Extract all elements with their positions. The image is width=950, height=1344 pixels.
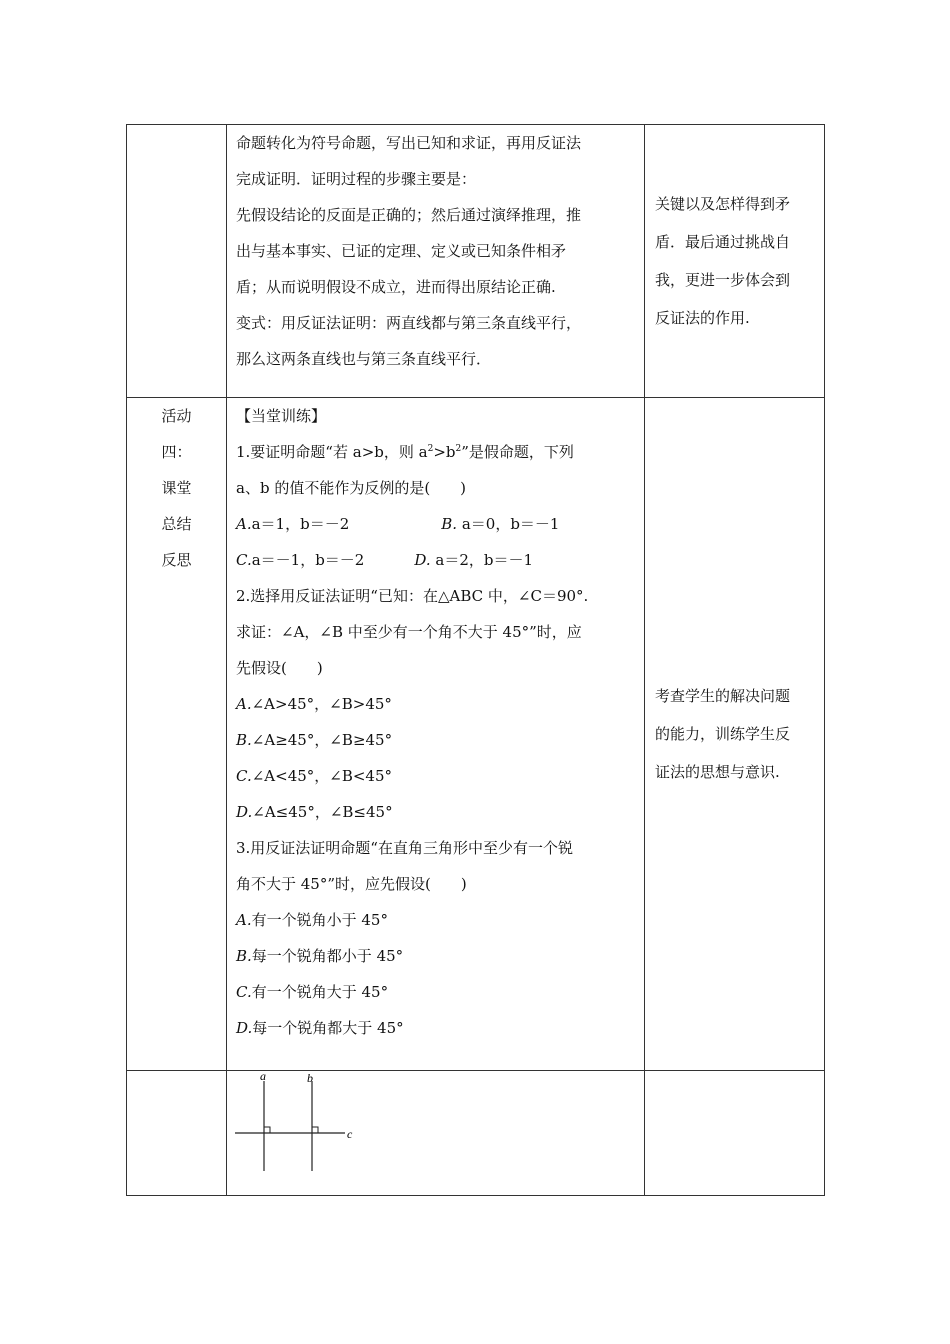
purpose-line: 盾．最后通过挑战自 <box>655 233 791 251</box>
option-letter: B. <box>236 731 252 749</box>
q1-text-b: >b <box>433 443 456 461</box>
practice-purpose-cell <box>645 398 825 1071</box>
figure-cell <box>227 1071 645 1196</box>
q1-text-c: ”是假命题，下列 <box>461 443 574 461</box>
text-line: 那么这两条直线也与第三条直线平行． <box>236 350 492 368</box>
activity-label-line: 课堂 <box>161 479 192 497</box>
option-letter: D. <box>414 551 431 569</box>
q1-options-ab <box>236 506 636 542</box>
option-text: a＝1，b＝－2 <box>251 515 350 533</box>
option-text: ∠A≤45°，∠B≤45° <box>252 803 393 821</box>
option-letter: C. <box>236 551 252 569</box>
row3-right-cell <box>645 1071 825 1196</box>
option-text: 每一个锐角都小于 45° <box>251 947 404 965</box>
text-line: 完成证明．证明过程的步骤主要是： <box>236 170 477 188</box>
purpose-line: 我，更进一步体会到 <box>655 271 791 289</box>
purpose-line: 证法的思想与意识. <box>655 763 780 781</box>
parallel-lines-figure <box>227 1071 645 1195</box>
activity-label-line: 反思 <box>161 551 192 569</box>
q2-option <box>236 686 636 722</box>
label-c: c <box>347 1127 353 1141</box>
activity-label-cell <box>127 398 227 1071</box>
row1-purpose-cell <box>645 125 825 398</box>
purpose-line: 关键以及怎样得到矛 <box>655 195 791 213</box>
section-heading: 【当堂训练】 <box>236 407 327 425</box>
option-letter: D. <box>236 1019 253 1037</box>
text-line: 命题转化为符号命题，写出已知和求证，再用反证法 <box>236 134 582 152</box>
q1-stem-line2: a、b 的值不能作为反例的是( ) <box>236 479 467 497</box>
lesson-table <box>126 124 825 1196</box>
q1-text-a: 1.要证明命题“若 a>b，则 a <box>236 443 428 461</box>
option-letter: A. <box>236 515 252 533</box>
label-a: a <box>260 1071 266 1083</box>
option-text: a＝2，b＝－1 <box>435 551 534 569</box>
option-text: a＝－1，b＝－2 <box>251 551 365 569</box>
text-line: 变式：用反证法证明：两直线都与第三条直线平行， <box>236 314 582 332</box>
q3-stem-line2: 角不大于 45°”时，应先假设( ) <box>236 875 467 893</box>
option-text: a＝0，b＝－1 <box>461 515 560 533</box>
row3-left-cell <box>127 1071 227 1196</box>
q3-option <box>236 1010 636 1046</box>
label-b: b <box>307 1071 313 1085</box>
row-activity-four <box>127 398 825 1071</box>
text-line: 先假设结论的反面是正确的；然后通过演绎推理，推 <box>236 206 582 224</box>
option-letter: A. <box>236 911 252 929</box>
option-text: 每一个锐角都大于 45° <box>252 1019 404 1037</box>
option-text: ∠A≥45°，∠B≥45° <box>251 731 393 749</box>
option-letter: A. <box>236 695 252 713</box>
text-line: 出与基本事实、已证的定理、定义或已知条件相矛 <box>236 242 567 260</box>
activity-label-line: 活动 <box>161 407 192 425</box>
purpose-line: 考查学生的解决问题 <box>655 687 791 705</box>
q2-option <box>236 722 636 758</box>
q3-stem-line1: 3.用反证法证明命题“在直角三角形中至少有一个锐 <box>236 839 573 857</box>
q2-stem-line2: 求证：∠A，∠B 中至少有一个角不大于 45°”时，应 <box>236 623 582 641</box>
row1-left-cell <box>127 125 227 398</box>
activity-label-line: 总结 <box>161 515 192 533</box>
q1-stem-line1 <box>236 434 636 470</box>
q1-options-cd <box>236 542 636 578</box>
row-figure <box>127 1071 825 1196</box>
q1-exponent-1: 2 <box>427 444 434 454</box>
row1-content-cell <box>227 125 645 398</box>
activity-label-line: 四： <box>161 443 192 461</box>
q3-option <box>236 902 636 938</box>
option-letter: D. <box>236 803 253 821</box>
option-letter: B. <box>236 947 252 965</box>
q3-option <box>236 938 636 974</box>
option-letter: C. <box>236 767 252 785</box>
text-line: 盾；从而说明假设不成立，进而得出原结论正确. <box>236 278 556 296</box>
q2-stem-line3: 先假设( ) <box>236 659 323 677</box>
row-proof-steps <box>127 125 825 398</box>
option-text: 有一个锐角大于 45° <box>251 983 389 1001</box>
q3-option <box>236 974 636 1010</box>
option-letter: C. <box>236 983 252 1001</box>
right-angle-mark-b <box>312 1127 318 1133</box>
q2-option <box>236 794 636 830</box>
q2-option <box>236 758 636 794</box>
option-text: 有一个锐角小于 45° <box>251 911 388 929</box>
q2-stem-line1: 2.选择用反证法证明“已知：在△ABC 中，∠C＝90°. <box>236 587 589 605</box>
right-angle-mark-a <box>264 1127 270 1133</box>
purpose-line: 反证法的作用. <box>655 309 750 327</box>
q1-exponent-2: 2 <box>455 444 462 454</box>
purpose-line: 的能力，训练学生反 <box>655 725 791 743</box>
option-text: ∠A>45°，∠B>45° <box>251 695 392 713</box>
option-text: ∠A<45°，∠B<45° <box>251 767 393 785</box>
option-letter: B. <box>441 515 458 533</box>
practice-cell <box>227 398 645 1071</box>
